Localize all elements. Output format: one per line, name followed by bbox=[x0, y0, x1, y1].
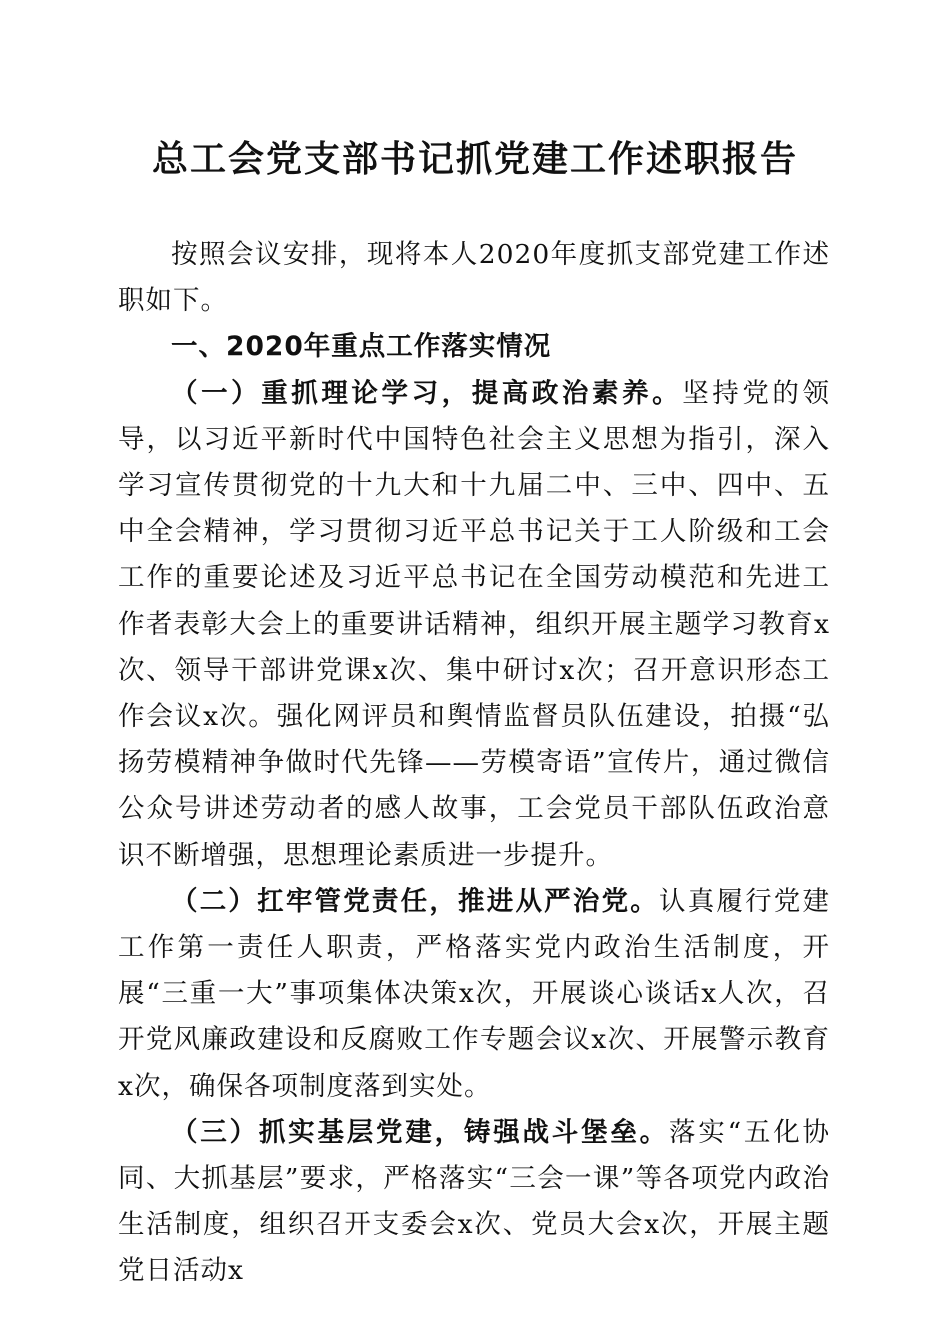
paragraph-item-1 bbox=[118, 371, 830, 879]
paragraph-text: 坚持党的领导，以习近平新时代中国特色社会主义思想为指引，深入学习宣传贯彻党的十九大和十九届二中、三中、四中、五中全会精神，学习贯彻习近平总书记关于工人阶级和工会工作的重要论述及习近平总书记在全国劳动模范和先进工作者表彰大会上的重要讲话精神，组织开展主题学习教育x次、领导干部讲党课x次、集中研讨x次；召开意识形态工作会议x次。强化网评员和舆情监督员队伍建设，拍摄“弘扬劳模精神争做时代先锋——劳模寄语”宣传片，通过微信公众号讲述劳动者的感人故事，工会党员干部队伍政治意识不断增强，思想理论素质进一步提升。 bbox=[118, 377, 831, 871]
section-heading: 一、2020年重点工作落实情况 bbox=[171, 331, 552, 363]
paragraph-text: 落实“五化协同、大抓基层”要求，严格落实“三会一课”等各项党内政治生活制度，组织召开支委会x次、党员大会x次，开展主题党日活动x bbox=[118, 1116, 830, 1287]
paragraph-lead: （一）重抓理论学习，提高政治素养。 bbox=[171, 377, 683, 409]
paragraph-lead: （二）扛牢管党责任，推进从严治党。 bbox=[171, 885, 659, 917]
paragraph-item-2 bbox=[118, 879, 830, 1110]
intro-paragraph: 按照会议安排，现将本人2020年度抓支部党建工作述职如下。 bbox=[118, 239, 830, 317]
paragraph-text: 认真履行党建工作第一责任人职责，严格落实党内政治生活制度，开展“三重一大”事项集体决策x次，开展谈心谈话x人次，召开党风廉政建设和反腐败工作专题会议x次、开展警示教育x次，确保各项制度落到实处。 bbox=[118, 885, 831, 1102]
paragraph-lead: （三）抓实基层党建，铸强战斗堡垒。 bbox=[171, 1116, 669, 1148]
paragraph-item-3 bbox=[118, 1110, 830, 1295]
page-title: 总工会党支部书记抓党建工作述职报告 bbox=[151, 138, 798, 180]
document-body bbox=[118, 232, 830, 1295]
